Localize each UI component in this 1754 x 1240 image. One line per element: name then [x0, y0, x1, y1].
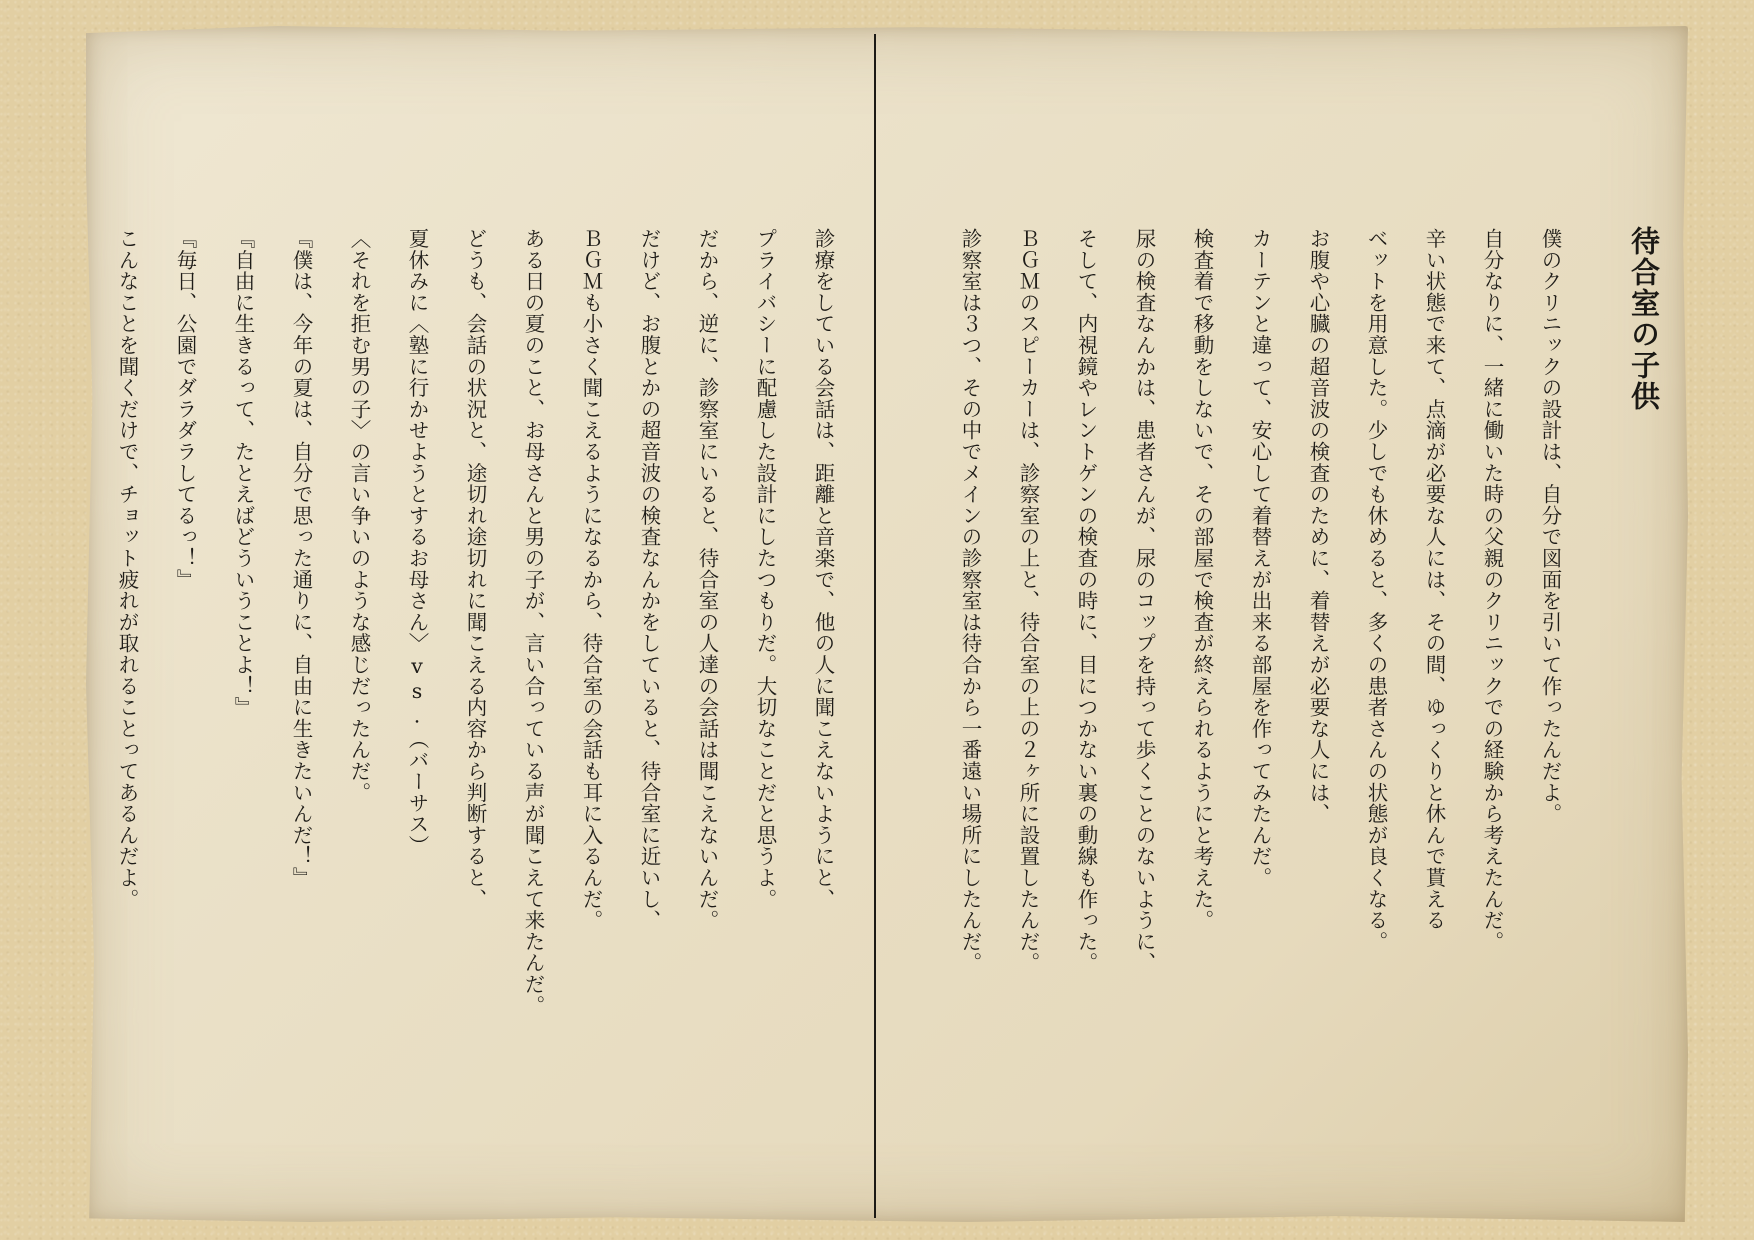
text-line: 『毎日、公園でダラダラしてるっ！』 — [173, 228, 197, 591]
text-line: 〈それを拒む男の子〉の言い争いのような感じだったんだ。 — [347, 228, 371, 804]
text-line: こんなことを聞くだけで、チョット疲れが取れることってあるんだよ。 — [115, 228, 139, 910]
text-line: ＢＧＭも小さく聞こえるようになるから、待合室の会話も耳に入るんだ。 — [579, 228, 603, 931]
text-line: どうも、会話の状況と、途切れ途切れに聞こえる内容から判断すると、 — [463, 228, 487, 910]
right-page-text — [941, 228, 1579, 1158]
center-divider — [874, 34, 876, 1218]
text-line: 診察室は３つ、その中でメインの診察室は待合から一番遠い場所にしたんだ。 — [958, 228, 982, 974]
text-line: お腹や心臓の超音波の検査のために、着替えが必要な人には、 — [1306, 228, 1330, 825]
text-line: プライバシーに配慮した設計にしたつもりだ。大切なことだと思うよ。 — [753, 228, 777, 910]
text-line: だけど、お腹とかの超音波の検査なんかをしていると、待合室に近いし、 — [637, 228, 661, 931]
text-line: 僕のクリニックの設計は、自分で図面を引いて作ったんだよ。 — [1538, 228, 1562, 825]
text-line: ベットを用意した。少しでも休めると、多くの患者さんの状態が良くなる。 — [1364, 228, 1388, 953]
page-title: 待合室の子供 — [1627, 226, 1661, 412]
text-line: 診療をしている会話は、距離と音楽で、他の人に聞こえないようにと、 — [811, 228, 835, 910]
text-line: 夏休みに〈塾に行かせようとするお母さん〉vs.（バーサス） — [405, 228, 429, 857]
text-line: 自分なりに、一緒に働いた時の父親のクリニックでの経験から考えたんだ。 — [1480, 228, 1504, 953]
text-line: ある日の夏のこと、お母さんと男の子が、言い合っている声が聞こえて来たんだ。 — [521, 228, 545, 1017]
left-page-text — [98, 228, 852, 1158]
text-line: 辛い状態で来て、点滴が必要な人には、その間、ゆっくりと休んで貰える — [1422, 228, 1446, 931]
text-line: カーテンと違って、安心して着替えが出来る部屋を作ってみたんだ。 — [1248, 228, 1272, 889]
text-line: 尿の検査なんかは、患者さんが、尿のコップを持って歩くことのないように、 — [1132, 228, 1156, 974]
text-line: だから、逆に、診察室にいると、待合室の人達の会話は聞こえないんだ。 — [695, 228, 719, 931]
text-line: 検査着で移動をしないで、その部屋で検査が終えられるようにと考えた。 — [1190, 228, 1214, 931]
text-line: そして、内視鏡やレントゲンの検査の時に、目につかない裏の動線も作った。 — [1074, 228, 1098, 974]
text-line: 『僕は、今年の夏は、自分で思った通りに、自由に生きたいんだ！』 — [289, 228, 313, 889]
text-line: ＢＧＭのスピーカーは、診察室の上と、待合室の上の２ヶ所に設置したんだ。 — [1016, 228, 1040, 974]
text-line: 『自由に生きるって、たとえばどういうことよ！』 — [231, 228, 255, 718]
